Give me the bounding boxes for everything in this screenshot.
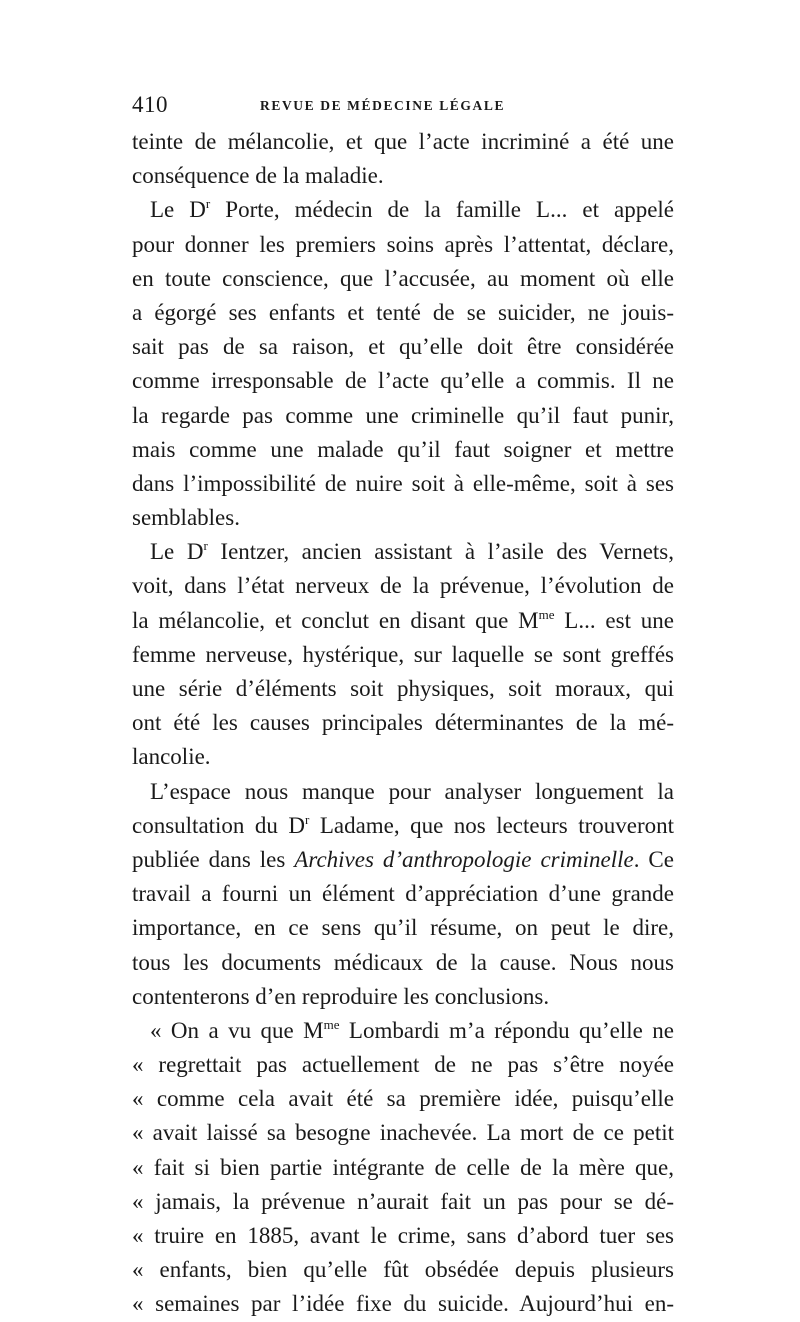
text-line: tous les documents médicaux de la cause. Nous nous bbox=[132, 949, 674, 975]
text-line: pour donner les premiers soins après l’attentat, déclare, bbox=[132, 231, 674, 257]
text-line: voit, dans l’état nerveux de la prévenue, l’évolution de bbox=[132, 573, 674, 599]
text-line: « avait laissé sa besogne inachevée. La mort de ce petit bbox=[132, 1120, 674, 1146]
text-line: « On a vu que $M^{me}$ Lombardi m’a répondu qu’elle ne bbox=[150, 1016, 675, 1043]
text-line: mais comme une malade qu’il faut soigner et mettre bbox=[132, 436, 674, 462]
body-text bbox=[132, 125, 674, 1322]
text-line: comme irresponsable de l’acte qu’elle a commis. Il ne bbox=[132, 368, 674, 394]
text-line: en toute conscience, que l’accusée, au moment où elle bbox=[132, 265, 674, 291]
text-line: importance, en ce sens qu’il résume, on peut le dire, bbox=[132, 915, 674, 941]
text-line: « jamais, la prévenue n’aurait fait un pas pour se dé- bbox=[132, 1188, 674, 1214]
text-line: « fait si bien partie intégrante de celle de la mère que, bbox=[132, 1154, 674, 1180]
text-line: une série d’éléments soit physiques, soit moraux, qui bbox=[132, 676, 674, 701]
text-line: consultation du $D^r$ Ladame, que nos lecteurs trouveront bbox=[132, 811, 675, 838]
text-line: la mélancolie, et conclut en disant que $M^{me}$ L... est une bbox=[132, 606, 674, 633]
text-line: ont été les causes principales déterminantes de la mé- bbox=[132, 710, 674, 736]
text-line: a égorgé ses enfants et tenté de se suicider, ne jouis- bbox=[132, 299, 674, 325]
text-line: L’espace nous manque pour analyser longuement la bbox=[150, 778, 674, 804]
text-line: teinte de mélancolie, et que l’acte incriminé a été une bbox=[132, 129, 674, 154]
text-line: « semaines par l’idée fixe du suicide. Aujourd’hui en- bbox=[132, 1291, 674, 1317]
text-line: dans l’impossibilité de nuire soit à elle-même, soit à ses bbox=[132, 470, 674, 496]
text-line: travail a fourni un élément d’appréciation d’une grande bbox=[132, 881, 674, 907]
text-line: lancolie. bbox=[132, 744, 211, 770]
text-line: « enfants, bien qu’elle fût obsédée depuis plusieurs bbox=[132, 1257, 674, 1283]
text-line: conséquence de la maladie. bbox=[132, 163, 384, 189]
page-number: 410 bbox=[132, 92, 168, 117]
text-line: « comme cela avait été sa première idée, puisqu’elle bbox=[132, 1086, 674, 1112]
text-line: femme nerveuse, hystérique, sur laquelle se sont greffés bbox=[132, 641, 674, 667]
text-line: sait pas de sa raison, et qu’elle doit être considérée bbox=[132, 334, 674, 360]
text-line: « regrettait pas actuellement de ne pas s’être noyée bbox=[132, 1052, 674, 1078]
text-line: la regarde pas comme une criminelle qu’il faut punir, bbox=[132, 402, 674, 428]
text-line: semblables. bbox=[132, 505, 240, 531]
text-line: publiée dans les Archives d’anthropologie criminelle. Ce bbox=[132, 846, 674, 872]
journal-title: REVUE DE MÉDECINE LÉGALE bbox=[260, 98, 506, 113]
running-head bbox=[132, 92, 672, 122]
text-line: Le $D^r$ Ientzer, ancien assistant à l’asile des Vernets, bbox=[150, 538, 674, 565]
journal-citation: Archives d’anthropologie criminelle bbox=[294, 846, 634, 872]
text-line: « truire en 1885, avant le crime, sans d’abord tuer ses bbox=[132, 1223, 674, 1248]
text-line: Le $D^r$ Porte, médecin de la famille L... et appelé bbox=[150, 196, 675, 223]
text-line: contenterons d’en reproduire les conclusions. bbox=[132, 983, 550, 1009]
